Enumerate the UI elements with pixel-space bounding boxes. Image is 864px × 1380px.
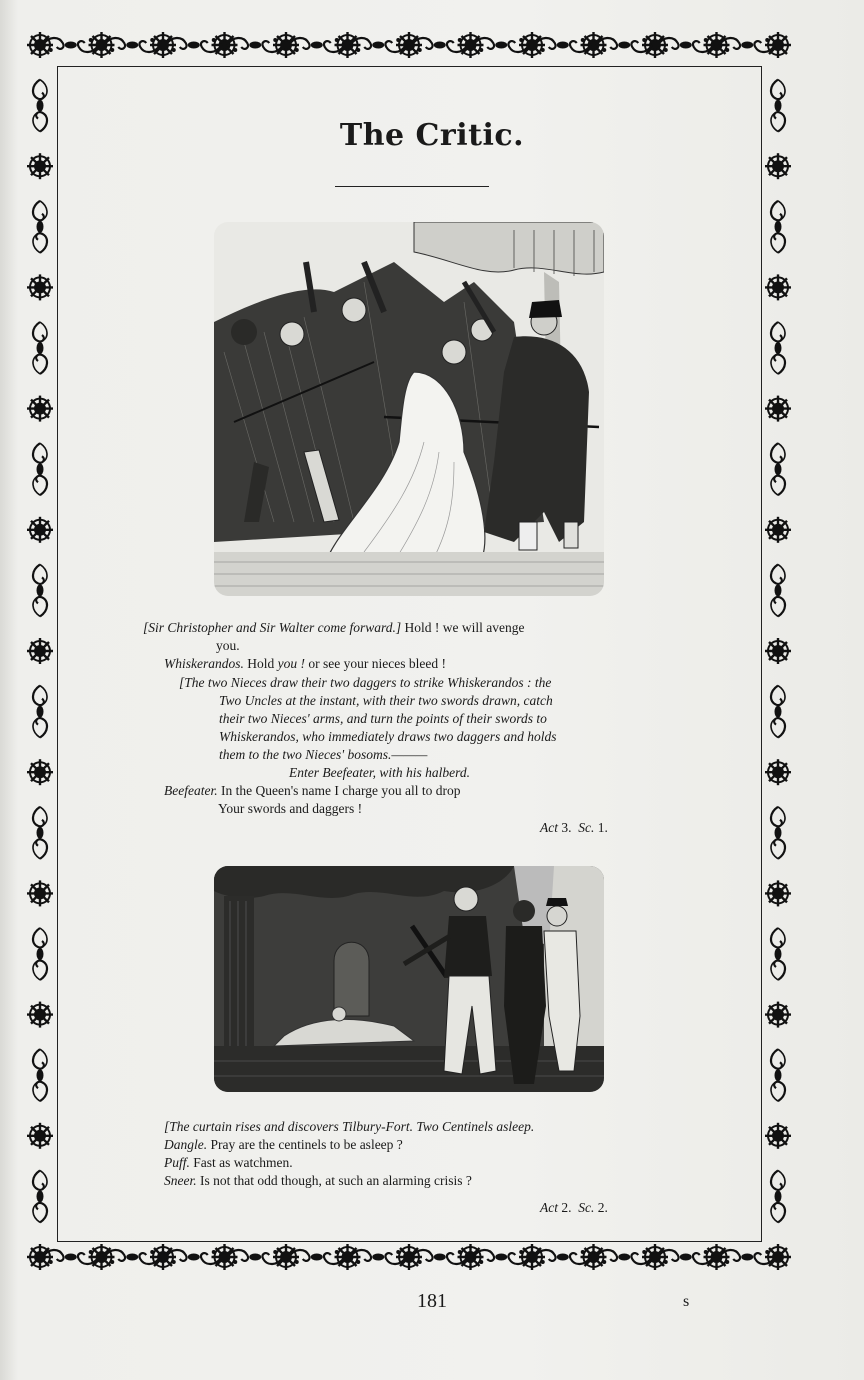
border-rosette-icon — [212, 1244, 238, 1270]
border-rosette-icon — [27, 638, 53, 664]
border-rosette-icon — [458, 32, 484, 58]
border-scroll-icon — [771, 686, 785, 738]
border-scroll-icon — [33, 564, 47, 616]
act-number: 2. — [558, 1200, 572, 1215]
scene1-reference — [540, 819, 608, 837]
act-label: Act — [540, 820, 558, 835]
border-rosette-icon — [150, 1244, 176, 1270]
speaker-name: Puff. — [164, 1155, 190, 1170]
border-rosette-icon — [27, 759, 53, 785]
stage-direction-text: [Sir Christopher and Sir Walter come forward.] — [143, 620, 402, 635]
border-rosette-icon — [150, 32, 176, 58]
dialogue-text: Hold — [243, 656, 278, 671]
border-rosette-icon — [273, 32, 299, 58]
border-rosette-icon — [765, 638, 791, 664]
border-rosette-icon — [765, 1123, 791, 1149]
border-rosette-icon — [765, 759, 791, 785]
border-rosette-icon — [27, 1002, 53, 1028]
dialogue-text: or see your nieces bleed ! — [305, 656, 446, 671]
scene1-line-6: their two Nieces' arms, and turn the points of their swords to — [219, 711, 547, 726]
border-rosette-icon — [765, 1002, 791, 1028]
border-scroll-icon — [33, 443, 47, 495]
border-rosette-icon — [27, 1123, 53, 1149]
border-rosette-icon — [765, 274, 791, 300]
scene2-reference — [540, 1199, 608, 1217]
border-scroll-icon — [33, 928, 47, 980]
border-rosette-icon — [581, 32, 607, 58]
border-rosette-icon — [335, 1244, 361, 1270]
scene2-line-sneer — [164, 1172, 472, 1190]
border-rosette-icon — [27, 153, 53, 179]
border-rosette-icon — [458, 1244, 484, 1270]
border-scroll-icon — [771, 1170, 785, 1222]
border-rosette-icon — [89, 32, 115, 58]
scene1-line-5: Two Uncles at the instant, with their two swords drawn, catch — [219, 693, 553, 708]
scene1-line-7: Whiskerandos, who immediately draws two daggers and holds — [219, 729, 557, 744]
illustration-tilbury-fort — [214, 866, 604, 1092]
border-rosette-icon — [765, 517, 791, 543]
dialogue-text: Fast as watchmen. — [189, 1155, 293, 1170]
scene2-line-dangle — [164, 1136, 403, 1154]
act-label: Act — [540, 1200, 558, 1215]
speaker-name: Dangle. — [164, 1137, 208, 1152]
border-scroll-icon — [771, 564, 785, 616]
border-rosette-icon — [765, 880, 791, 906]
border-scroll-icon — [771, 928, 785, 980]
border-rosette-icon — [642, 32, 668, 58]
border-rosette-icon — [519, 32, 545, 58]
border-scroll-icon — [33, 1049, 47, 1101]
scene2-line-puff — [164, 1154, 293, 1172]
border-scroll-icon — [33, 201, 47, 253]
border-rosette-icon — [335, 32, 361, 58]
border-rosette-icon — [89, 1244, 115, 1270]
border-scroll-icon — [33, 686, 47, 738]
scene1-line-4: [The two Nieces draw their two daggers to strike Whiskerandos : the — [179, 675, 552, 690]
scene-label: Sc. — [578, 820, 595, 835]
border-rosette-icon — [273, 1244, 299, 1270]
border-rosette-icon — [765, 1244, 791, 1270]
border-scroll-icon — [33, 807, 47, 859]
border-scroll-icon — [771, 807, 785, 859]
scene1-line-9: Enter Beefeater, with his halberd. — [289, 765, 470, 780]
title-rule — [335, 186, 489, 187]
border-rosette-icon — [765, 153, 791, 179]
dialogue-text: Pray are the centinels to be asleep ? — [207, 1137, 403, 1152]
border-scroll-icon — [771, 1049, 785, 1101]
border-rosette-icon — [704, 32, 730, 58]
border-rosette-icon — [27, 1244, 53, 1270]
border-scroll-icon — [33, 1170, 47, 1222]
scene-label: Sc. — [578, 1200, 595, 1215]
border-rosette-icon — [27, 396, 53, 422]
illustration-duel-scene — [214, 222, 604, 596]
border-rosette-icon — [642, 1244, 668, 1270]
border-rosette-icon — [212, 32, 238, 58]
border-rosette-icon — [704, 1244, 730, 1270]
border-rosette-icon — [519, 1244, 545, 1270]
scene1-line-11: Your swords and daggers ! — [218, 801, 363, 816]
page-number: 181 — [417, 1290, 447, 1312]
dialogue-emphasis: you ! — [277, 656, 305, 671]
border-scroll-icon — [771, 201, 785, 253]
border-rosette-icon — [27, 880, 53, 906]
border-scroll-icon — [771, 443, 785, 495]
act-number: 3. — [558, 820, 572, 835]
page-title: The Critic. — [339, 118, 525, 153]
border-rosette-icon — [765, 396, 791, 422]
border-scroll-icon — [771, 322, 785, 374]
border-scroll-icon — [33, 322, 47, 374]
scene-number: 2. — [594, 1200, 608, 1215]
signature-mark: s — [683, 1293, 690, 1310]
border-rosette-icon — [581, 1244, 607, 1270]
speaker-name: Sneer. — [164, 1173, 197, 1188]
scene1-line-1 — [143, 619, 525, 637]
scene1-line-3 — [164, 655, 446, 673]
speaker-name: Whiskerandos. — [164, 656, 244, 671]
border-rosette-icon — [396, 1244, 422, 1270]
scene1-line-10 — [164, 782, 460, 800]
border-rosette-icon — [27, 32, 53, 58]
dialogue-text: Is not that odd though, at such an alarming crisis ? — [196, 1173, 472, 1188]
border-rosette-icon — [27, 274, 53, 300]
scene1-line-8: them to the two Nieces' bosoms.——— — [219, 747, 428, 762]
dialogue-text: Hold ! we will avenge — [401, 620, 525, 635]
border-rosette-icon — [27, 517, 53, 543]
border-rosette-icon — [396, 32, 422, 58]
dialogue-text: In the Queen's name I charge you all to drop — [217, 783, 461, 798]
speaker-name: Beefeater. — [164, 783, 218, 798]
scene-number: 1. — [594, 820, 608, 835]
border-rosette-icon — [765, 32, 791, 58]
scene1-line-2: you. — [216, 638, 240, 653]
scene2-stage-direction: [The curtain rises and discovers Tilbury-Fort. Two Centinels asleep. — [164, 1119, 535, 1134]
